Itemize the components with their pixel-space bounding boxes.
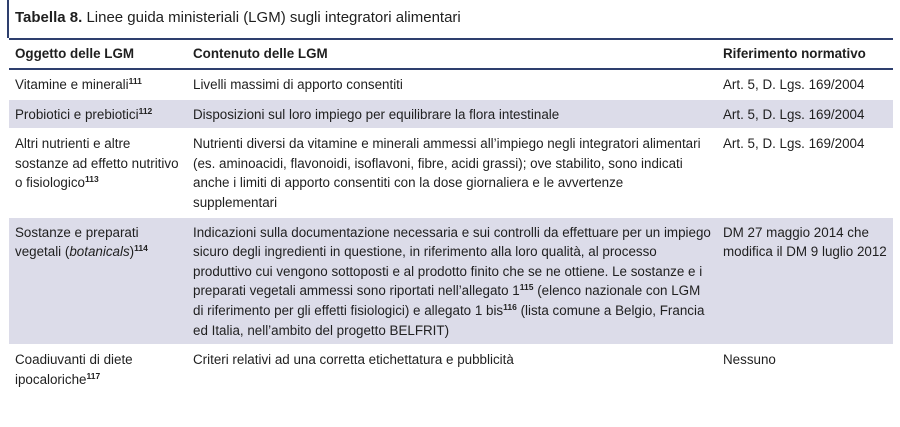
cell-reference: Art. 5, D. Lgs. 169/2004 [717,69,893,99]
cell-content: Indicazioni sulla documentazione necessaria e sui controlli da effettuare per un impiego sicuro degli ingredienti in questione, in riferimento alla loro qualità, al processo produttivo cui vengono sottoposti e al prodotto finito che se ne ottiene. Le sostanze e i preparati vegetali ammessi sono riportati nell’allegato $1^{115}$ (elenco nazionale con LGM di riferimento per gli effetti fisiologici) e allegato 1 bis$^{116}$ (lista comune a Belgio, Francia ed Italia, nell’ambito del progetto BELFRIT) [187,217,717,345]
cell-content: Livelli massimi di apporto consentiti [187,69,717,99]
table-row [9,99,893,129]
cell-content: Disposizioni sul loro impiego per equilibrare la flora intestinale [187,99,717,129]
cell-reference: Art. 5, D. Lgs. 169/2004 [717,129,893,217]
cell-reference: Nessuno [717,345,893,394]
table-title-text: Linee guida ministeriali (LGM) sugli integratori alimentari [86,9,461,26]
cell-reference: DM 27 maggio 2014 che modifica il DM 9 luglio 2012 [717,217,893,345]
header-content: Contenuto delle LGM [187,39,717,69]
table-row [9,217,893,345]
table-title [15,8,461,28]
table-figure [7,0,893,427]
footnote-ref: 117 [86,370,101,381]
title-accent-bar [7,0,9,38]
table-row [9,129,893,217]
cell-reference: Art. 5, D. Lgs. 169/2004 [717,99,893,129]
guidelines-table [9,38,893,394]
footnote-ref: 111 [128,76,142,86]
header-subject: Oggetto delle LGM [9,39,187,69]
footnote-ref: 115 [519,282,534,293]
cell-subject: Coadiuvanti di diete ipocaloriche$^{117}$ [9,345,187,394]
footnote-ref: 113 [84,174,99,185]
table-row [9,345,893,394]
table-title-label: Tabella 8. [15,9,83,26]
cell-content: Criteri relativi ad una corretta etichettatura e pubblicità [187,345,717,394]
table-row [9,69,893,99]
cell-subject: Altri nutrienti e altre sostanze ad effetto nutritivo o fisiologico$^{113}$ [9,129,187,217]
cell-subject: Sostanze e preparati vegetali (botanicals)$^{114}$ [9,217,187,345]
header-reference: Riferimento normativo [717,39,893,69]
cell-subject: Probiotici e prebiotici$^{112}$ [9,99,187,129]
footnote-ref: 112 [138,105,153,116]
footnote-ref: 114 [134,243,148,254]
cell-subject: Vitamine e minerali$^{111}$ [9,69,187,99]
cell-content: Nutrienti diversi da vitamine e minerali ammessi all’impiego negli integratori alimentari (es. aminoacidi, flavonoidi, isoflavoni, fibre, acidi grassi); ove stabilito, sono indicati anche i limiti di apporto consentiti con la dose giornaliera e le avvertenze supplementari [187,129,717,217]
footnote-ref: 116 [503,301,517,312]
table-header-row [9,39,893,69]
